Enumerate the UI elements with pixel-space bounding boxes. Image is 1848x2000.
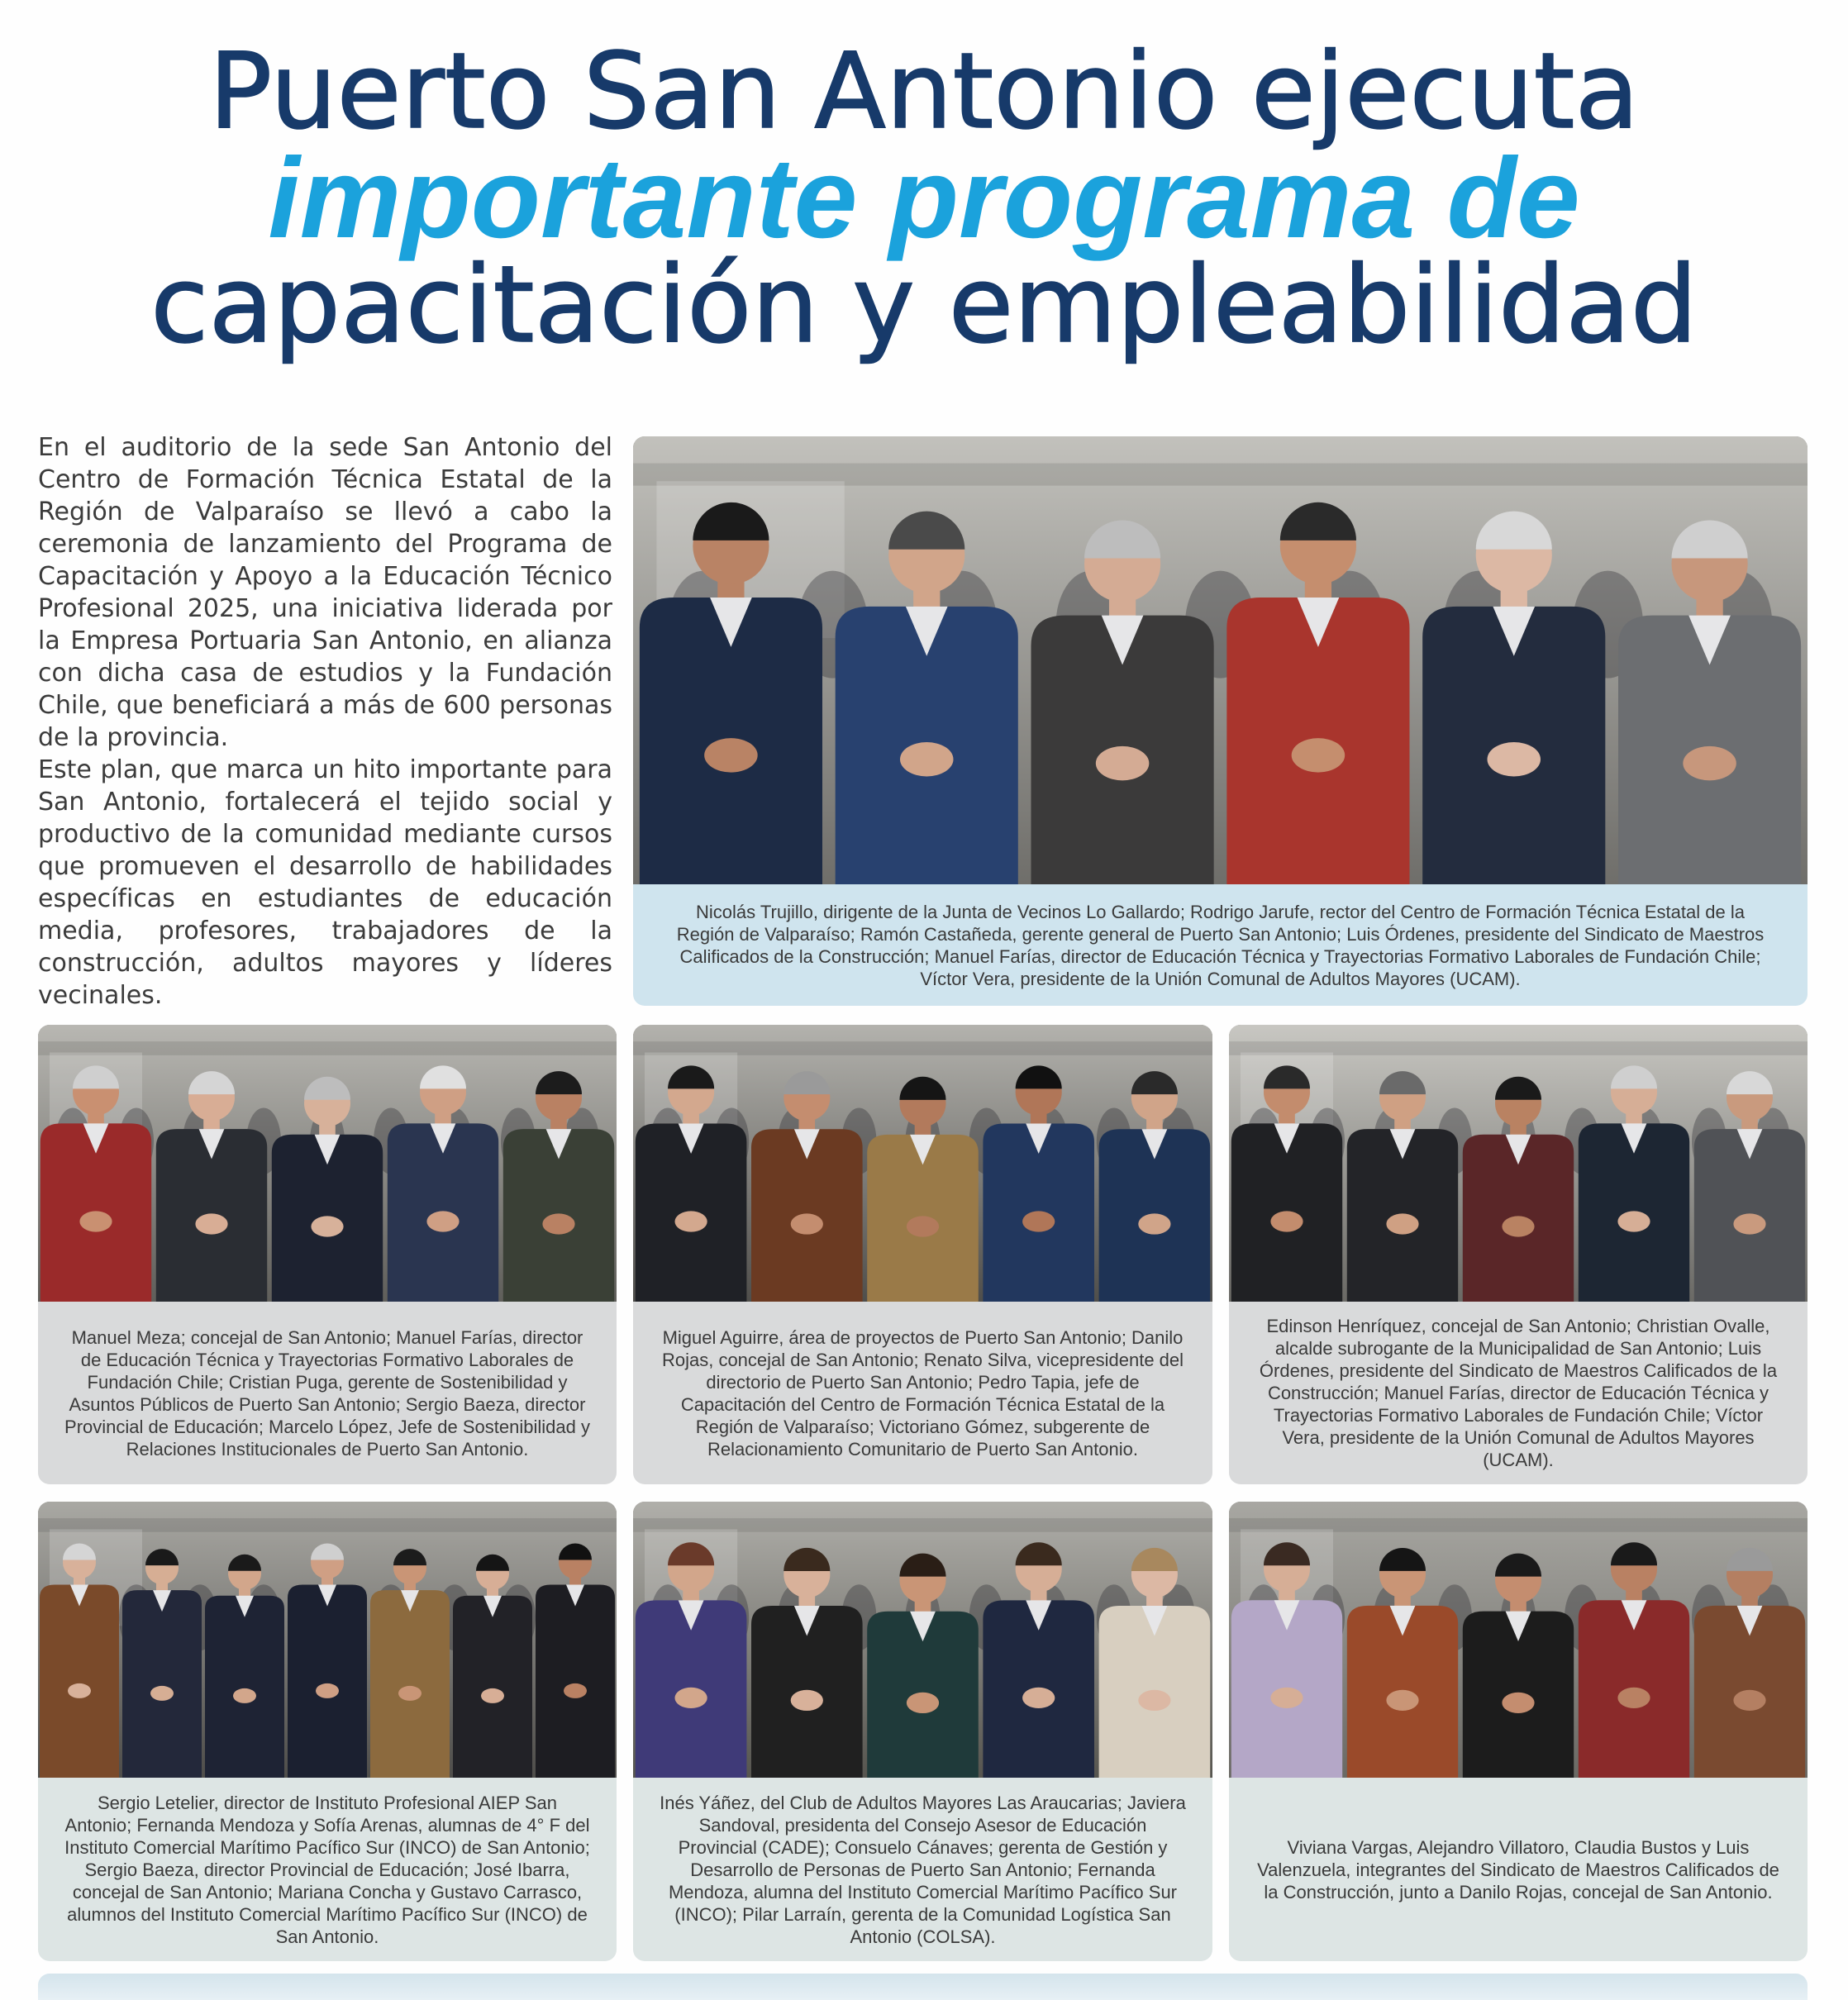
jacket [122, 1590, 202, 1778]
clasped-hands [1270, 1688, 1303, 1708]
clasped-hands [1386, 1213, 1418, 1234]
clasped-hands [1096, 746, 1149, 780]
clasped-hands [1502, 1693, 1534, 1713]
clasped-hands [233, 1688, 256, 1703]
clasped-hands [1138, 1690, 1170, 1711]
clasped-hands [150, 1686, 174, 1701]
clasped-hands [481, 1688, 504, 1703]
jacket [40, 1584, 119, 1778]
clasped-hands [907, 1693, 939, 1713]
caption-text: Edinson Henríquez, concejal de San Antonio; Christian Ovalle, alcalde subrogante de la Municipalidad de San Antonio; Luis Órdenes, presidente del Sindicato de Maestros Calificados de la Construcción; Manuel Farías, director de Educación Técnica y Trayectorias Formativo Laborales de Fundación Chile; Víctor Vera, presidente de la Unión Comunal de Adultos Mayores (UCAM). [1259, 1316, 1778, 1470]
clasped-hands [1022, 1688, 1055, 1708]
caption-text: Inés Yáñez, del Club de Adultos Mayores Las Araucarias; Javiera Sandoval, presidenta del Consejo Asesor de Educación Provincial (CADE); Consuelo Cánaves; gerenta de Gestión y Desarrollo de Personas de Puerto San Antonio; Fernanda Mendoza, alumna del Instituto Comercial Marítimo Pacífico Sur (INCO); Pilar Larraín, gerenta de la Comunidad Logística San Antonio (COLSA). [660, 1792, 1186, 1947]
clasped-hands [1386, 1690, 1418, 1711]
photo-caption [1229, 1302, 1808, 1484]
clasped-hands [79, 1211, 112, 1231]
jacket [453, 1596, 532, 1778]
photo [1229, 1025, 1808, 1302]
intro-paragraph: Este plan, que marca un hito importante para San Antonio, fortalecerá el tejido social y productivo de la comunidad mediante cursos que promueven el desarrollo de habilidades específicas en estudiantes de educación media, profesores, trabajadores de la construcción, adultos mayores y líderes vecinales. [38, 755, 612, 1010]
clasped-hands [564, 1683, 587, 1698]
clasped-hands [1138, 1213, 1170, 1234]
clasped-hands [1502, 1216, 1534, 1236]
clasped-hands [1733, 1690, 1765, 1711]
photo-card [38, 1025, 617, 1484]
caption-text: Miguel Aguirre, área de proyectos de Puerto San Antonio; Danilo Rojas, concejal de San Antonio; Renato Silva, vicepresidente del directorio de Puerto San Antonio; Pedro Tapia, jefe de Capacitación del Centro de Formación Técnica Estatal de la Región de Valparaíso; Victoriano Gómez, subgerente de Relacionamiento Comunitario de Puerto San Antonio. [661, 1326, 1184, 1460]
bottom-band [38, 1974, 1808, 2000]
photo-illustration [38, 1502, 617, 1778]
clasped-hands [1022, 1211, 1055, 1231]
headline-line-3: capacitación y empleabilidad [150, 244, 1698, 367]
jacket [288, 1584, 367, 1778]
caption-text: Viviana Vargas, Alejandro Villatoro, Claudia Bustos y Luis Valenzuela, integrantes del Sindicato de Maestros Calificados de la Construcción, junto a Danilo Rojas, concejal de San Antonio. [1257, 1836, 1779, 1902]
photo [1229, 1502, 1808, 1778]
clasped-hands [674, 1211, 707, 1231]
photo [38, 1502, 617, 1778]
jacket [370, 1590, 450, 1778]
clasped-hands [398, 1686, 422, 1701]
jacket [205, 1596, 284, 1778]
photo-card [633, 1025, 1212, 1484]
clasped-hands [426, 1211, 459, 1231]
clasped-hands [311, 1216, 343, 1236]
clasped-hands [704, 738, 757, 772]
intro-text [38, 431, 612, 1012]
photo-caption [1229, 1778, 1808, 1961]
clasped-hands [195, 1213, 227, 1234]
clasped-hands [1683, 746, 1736, 780]
clasped-hands [1733, 1213, 1765, 1234]
clasped-hands [674, 1688, 707, 1708]
jacket [536, 1584, 615, 1778]
photo-card [1229, 1502, 1808, 1961]
caption-text: Manuel Meza; concejal de San Antonio; Manuel Farías, director de Educación Técnica y Trayectorias Formativo Laborales de Fundación Chile; Cristian Puga, gerente de Sostenibilidad y Asuntos Públicos de Puerto San Antonio; Sergio Baeza, director Provincial de Educación; Marcelo López, Jefe de Sostenibilidad y Relaciones Institucionales de Puerto San Antonio. [64, 1326, 590, 1460]
intro-paragraph: En el auditorio de la sede San Antonio del Centro de Formación Técnica Estatal de la Región de Valparaíso se llevó a cabo la ceremonia de lanzamiento del Programa de Capacitación y Apoyo a la Educación Técnico Profesional 2025, una iniciativa liderada por la Empresa Portuaria San Antonio, en alianza con dicha casa de estudios y la Fundación Chile, que beneficiará a más de 600 personas de la provincia. [38, 433, 612, 752]
photo-illustration [633, 1502, 1212, 1778]
photo-caption [633, 884, 1808, 1006]
clasped-hands [542, 1213, 574, 1234]
photo [633, 1502, 1212, 1778]
headline [0, 30, 1848, 367]
clasped-hands [1292, 738, 1345, 772]
photo-illustration [1229, 1025, 1808, 1302]
photo-illustration [633, 1025, 1212, 1302]
headline-line-1: Puerto San Antonio ejecuta [208, 30, 1640, 152]
clasped-hands [316, 1683, 339, 1698]
clasped-hands [1617, 1688, 1650, 1708]
clasped-hands [791, 1213, 823, 1234]
photo [38, 1025, 617, 1302]
caption-text: Sergio Letelier, director de Instituto Profesional AIEP San Antonio; Fernanda Mendoza y Sofía Arenas, alumnas de 4° F del Instituto Comercial Marítimo Pacífico Sur (INCO) de San Antonio; Sergio Baeza, director Provincial de Educación; José Ibarra, concejal de San Antonio; Mariana Concha y Gustavo Carrasco, alumnos del Instituto Comercial Marítimo Pacífico Sur (INCO) de San Antonio. [64, 1792, 590, 1947]
clasped-hands [1617, 1211, 1650, 1231]
headline-line-2-highlight: importante programa de [268, 135, 1580, 262]
clasped-hands [1488, 742, 1541, 776]
clasped-hands [791, 1690, 823, 1711]
photo-card [633, 1502, 1212, 1961]
clasped-hands [900, 742, 953, 776]
photo-caption [38, 1302, 617, 1484]
caption-text: Nicolás Trujillo, dirigente de la Junta de Vecinos Lo Gallardo; Rodrigo Jarufe, rector del Centro de Formación Técnica Estatal de la Región de Valparaíso; Ramón Castañeda, gerente general de Puerto San Antonio; Luis Órdenes, presidente del Sindicato de Maestros Calificados de la Construcción; Manuel Farías, director de Educación Técnica y Trayectorias Formativo Laborales de Fundación Chile; Víctor Vera, presidente de la Unión Comunal de Adultos Mayores (UCAM). [676, 901, 1765, 989]
photo-illustration [1229, 1502, 1808, 1778]
clasped-hands [907, 1216, 939, 1236]
photo-caption [633, 1778, 1212, 1961]
photo-illustration [38, 1025, 617, 1302]
photo-card [38, 1502, 617, 1961]
photo-card [633, 436, 1808, 1006]
photo-caption [38, 1778, 617, 1961]
photo-illustration [633, 436, 1808, 884]
photo-caption [633, 1302, 1212, 1484]
clasped-hands [1270, 1211, 1303, 1231]
clasped-hands [68, 1683, 91, 1698]
photo-card [1229, 1025, 1808, 1484]
photo [633, 1025, 1212, 1302]
photo [633, 436, 1808, 884]
